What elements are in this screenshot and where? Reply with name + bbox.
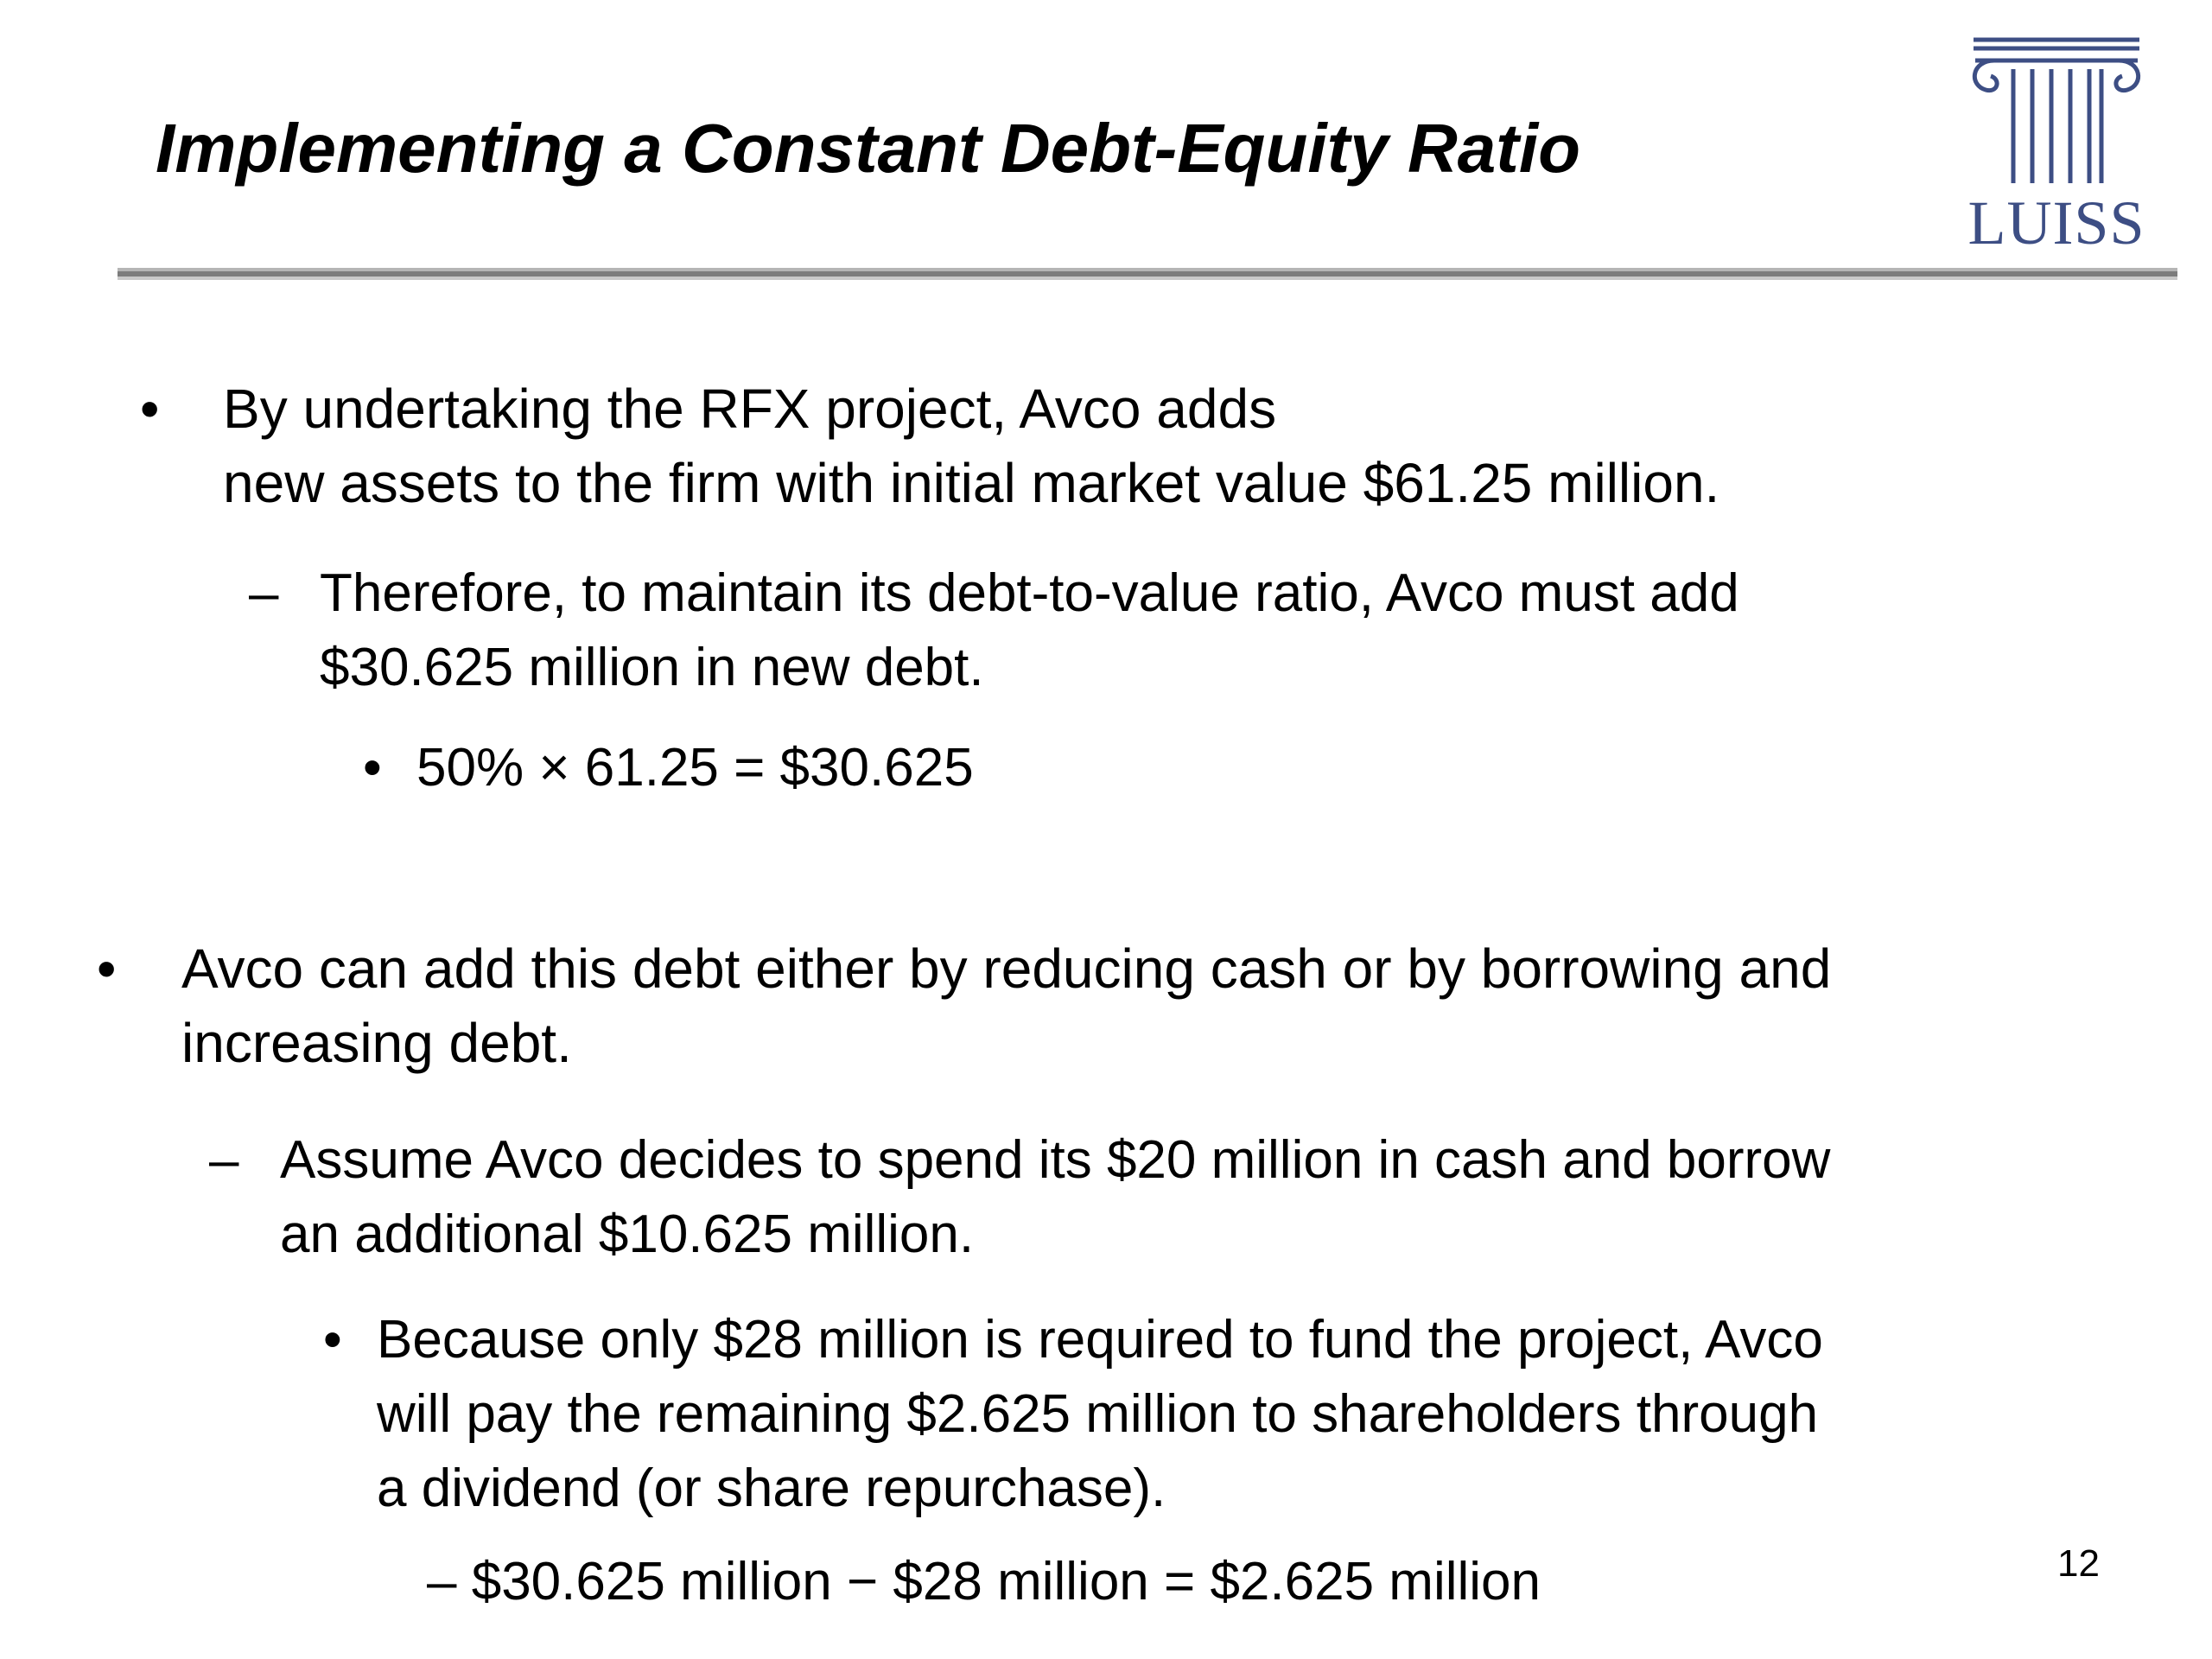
slide-title: Implementing a Constant Debt-Equity Ratio xyxy=(156,110,1580,187)
bullet-2-1-text xyxy=(280,1123,1830,1272)
text-line: increasing debt. xyxy=(181,1012,572,1074)
bullet-marker: • xyxy=(140,378,160,440)
luiss-logo xyxy=(1963,35,2150,257)
text-line: an additional $10.625 million. xyxy=(280,1205,975,1264)
text-line: Avco can add this debt either by reducing cash or by borrowing and xyxy=(181,938,1832,1000)
bullet-marker: • xyxy=(323,1310,342,1370)
text-line: – $30.625 million − $28 million = $2.625 million xyxy=(427,1552,1541,1611)
bullet-2-text xyxy=(181,931,1831,1080)
column-icon xyxy=(1963,35,2150,190)
dash-marker: – xyxy=(249,563,279,623)
title-divider xyxy=(118,268,2177,280)
bullet-marker: • xyxy=(363,738,382,798)
dash-marker: – xyxy=(209,1130,239,1190)
text-line: 50% × 61.25 = $30.625 xyxy=(416,738,974,798)
text-line: By undertaking the RFX project, Avco adds xyxy=(223,378,1277,440)
text-line: $30.625 million in new debt. xyxy=(320,638,984,697)
text-line: a dividend (or share repurchase). xyxy=(377,1459,1166,1518)
text-line: Because only $28 million is required to fund the project, Avco xyxy=(377,1310,1823,1370)
text-line: Assume Avco decides to spend its $20 million in cash and borrow xyxy=(280,1130,1831,1190)
text-line: will pay the remaining $2.625 million to shareholders through xyxy=(377,1384,1819,1444)
bullet-1-1-text xyxy=(320,556,1739,705)
bullet-1-text xyxy=(223,372,1719,520)
text-line: Therefore, to maintain its debt-to-value ratio, Avco must add xyxy=(320,563,1739,623)
bullet-2-1-1-1-text xyxy=(427,1545,1541,1619)
bullet-1-1-1-text xyxy=(416,731,974,805)
text-line: new assets to the firm with initial market value $61.25 million. xyxy=(223,452,1720,514)
bullet-marker: • xyxy=(97,938,117,1000)
bullet-2-1-1-text xyxy=(377,1303,1823,1526)
logo-wordmark: LUISS xyxy=(1967,188,2145,257)
page-number: 12 xyxy=(2057,1542,2100,1585)
